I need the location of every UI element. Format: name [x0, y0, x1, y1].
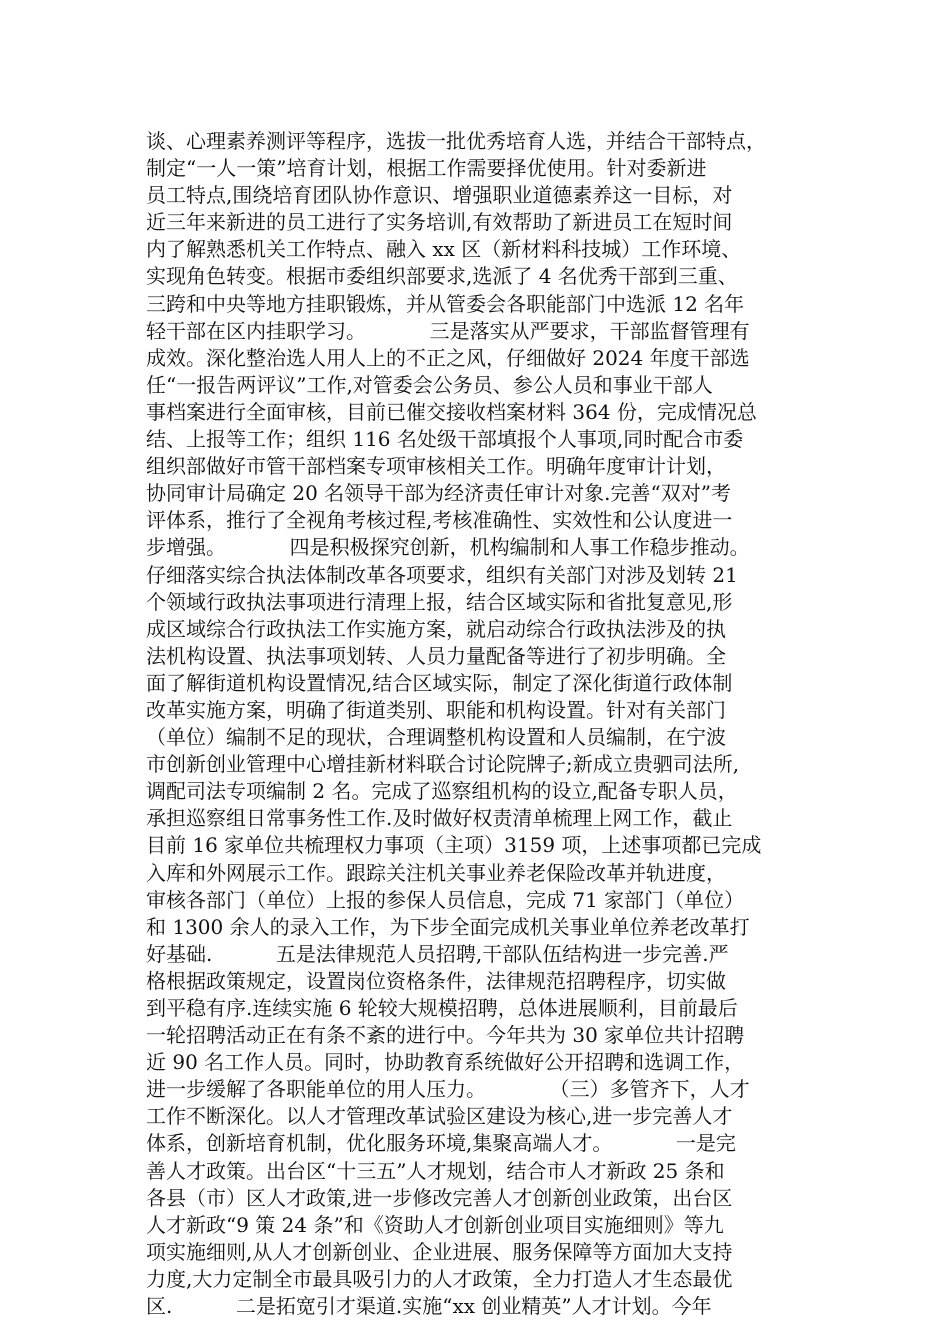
- text-line: 力度,大力定制全市最具吸引力的人才政策，全力打造人才生态最优: [146, 1266, 733, 1291]
- text-line: 近三年来新进的员工进行了实务培训,有效帮助了新进员工在短时间: [146, 210, 733, 235]
- text-line: 好基础. 五是法律规范人员招聘,干部队伍结构进一步完善.严: [146, 941, 729, 966]
- text-line: 事档案进行全面审核，目前已催交接收档案材料 364 份，完成情况总: [146, 399, 757, 424]
- text-line: 成区域综合行政执法工作实施方案，就启动综合行政执法涉及的执: [146, 616, 726, 641]
- text-line: 体系，创新培育机制，优化服务环境,集聚高端人才。 一是完: [146, 1131, 736, 1156]
- text-line: 结、上报等工作；组织 116 名处级干部填报个人事项,同时配合市委: [146, 427, 744, 452]
- text-line: 承担巡察组日常事务性工作.及时做好权责清单梳理上网工作，截止: [146, 806, 733, 831]
- text-line: 实现角色转变。根据市委组织部要求,选派了 4 名优秀干部到三重、: [146, 264, 738, 289]
- text-line: 面了解街道机构设置情况,结合区域实际，制定了深化街道行政体制: [146, 670, 733, 695]
- text-line: 内了解熟悉机关工作特点、融入 xx 区（新材料科技城）工作环境、: [146, 237, 742, 262]
- text-line: 和 1300 余人的录入工作，为下步全面完成机关事业单位养老改革打: [146, 914, 750, 939]
- text-line: 进一步缓解了各职能单位的用人压力。 （三）多管齐下，人才: [146, 1077, 750, 1102]
- text-line: 改革实施方案，明确了街道类别、职能和机构设置。针对有关部门: [146, 697, 726, 722]
- text-line: 协同审计局确定 20 名领导干部为经济责任审计对象.完善“双对”考: [146, 481, 731, 506]
- text-line: 制定“一人一策”培育计划，根据工作需要择优使用。针对委新进: [146, 156, 707, 181]
- text-line: 成效。深化整治选人用人上的不正之风，仔细做好 2024 年度干部选: [146, 345, 750, 370]
- text-line: 轻干部在区内挂职学习。 三是落实从严要求，干部监督管理有: [146, 318, 750, 343]
- text-line: 审核各部门（单位）上报的参保人员信息，完成 71 家部门（单位）: [146, 887, 745, 912]
- text-line: 各县（市）区人才政策,进一步修改完善人才创新创业政策，出台区: [146, 1185, 733, 1210]
- text-line: 员工特点,围绕培育团队协作意识、增强职业道德素养这一目标，对: [146, 183, 733, 208]
- body-text: [146, 128, 806, 1320]
- text-line: 法机构设置、执法事项划转、人员力量配备等进行了初步明确。全: [146, 643, 726, 668]
- text-line: 谈、心理素养测评等程序，选拔一批优秀培育人选，并结合干部特点，: [146, 129, 766, 153]
- text-line: 组织部做好市管干部档案专项审核相关工作。明确年度审计计划，: [146, 454, 726, 479]
- text-line: 人才新政“9 策 24 条”和《资助人才创新创业项目实施细则》等九: [146, 1212, 724, 1237]
- text-line: 一轮招聘活动正在有条不紊的进行中。今年共为 30 家单位共计招聘: [146, 1023, 745, 1048]
- text-line: 个领域行政执法事项进行清理上报，结合区域实际和省批复意见,形: [146, 589, 733, 614]
- text-line: 评体系，推行了全视角考核过程,考核准确性、实效性和公认度进一: [146, 508, 733, 533]
- text-line: 任“一报告两评议”工作,对管委会公务员、参公人员和事业干部人: [146, 372, 713, 397]
- text-line: 目前 16 家单位共梳理权力事项（主项）3159 项，上述事项都已完成: [146, 833, 762, 858]
- text-line: 工作不断深化。以人才管理改革试验区建设为核心,进一步完善人才: [146, 1104, 733, 1129]
- text-line: 入库和外网展示工作。跟踪关注机关事业养老保险改革并轨进度，: [146, 860, 726, 885]
- text-line: （单位）编制不足的现状，合理调整机构设置和人员编制，在宁波: [146, 725, 726, 750]
- text-line: 仔细落实综合执法体制改革各项要求，组织有关部门对涉及划转 21: [146, 562, 738, 587]
- text-line: 近 90 名工作人员。同时，协助教育系统做好公开招聘和选调工作，: [146, 1050, 745, 1075]
- text-line: 市创新创业管理中心增挂新材料联合讨论院牌子;新成立贵驷司法所,: [146, 752, 740, 777]
- text-line: 三跨和中央等地方挂职锻炼，并从管委会各职能部门中选派 12 名年: [146, 291, 745, 316]
- text-line: 格根据政策规定，设置岗位资格条件，法律规范招聘程序，切实做: [146, 968, 726, 993]
- text-line: 区. 二是拓宽引才渠道.实施“xx 创业精英”人才计划。今年: [146, 1294, 712, 1319]
- text-line: 善人才政策。出台区“十三五”人才规划，结合市人才新政 25 条和: [146, 1158, 725, 1183]
- text-line: 调配司法专项编制 2 名。完成了巡察组机构的设立,配备专职人员，: [146, 779, 738, 804]
- text-line: 步增强。 四是积极探究创新，机构编制和人事工作稳步推动。: [146, 535, 750, 560]
- text-line: 项实施细则,从人才创新创业、企业进展、服务保障等方面加大支持: [146, 1239, 733, 1264]
- text-line: 到平稳有序.连续实施 6 轮较大规模招聘，总体进展顺利，目前最后: [146, 996, 738, 1020]
